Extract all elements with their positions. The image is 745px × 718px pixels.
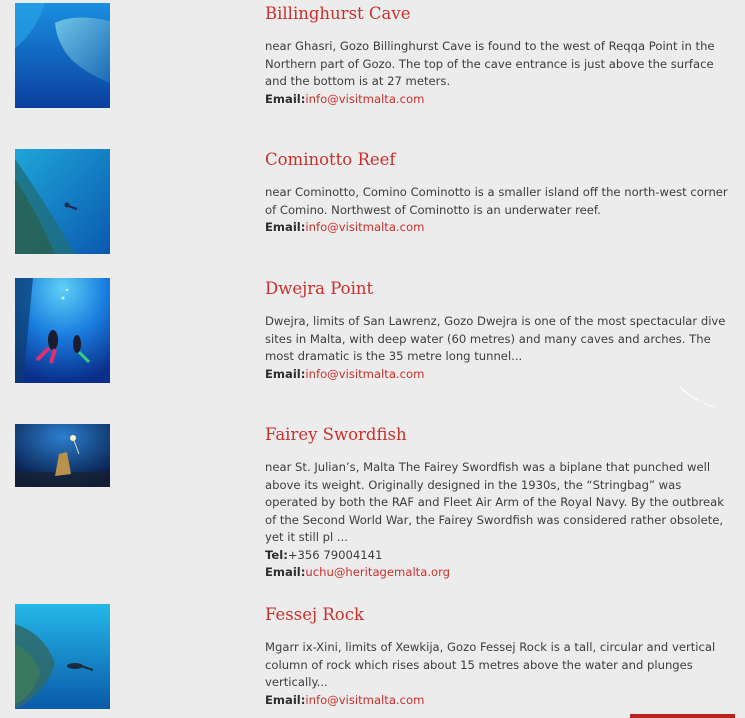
listing-title[interactable]: Cominotto Reef: [265, 150, 396, 169]
listing-title[interactable]: Fessej Rock: [265, 605, 364, 624]
red-button-edge[interactable]: [630, 714, 735, 718]
email-label: Email:: [265, 366, 306, 381]
email-link[interactable]: uchu@heritagemalta.org: [305, 565, 451, 579]
email-label: Email:: [265, 692, 306, 707]
email-label: Email:: [265, 220, 306, 234]
listing-thumbnail-cave[interactable]: [15, 3, 110, 108]
email-row: [265, 219, 737, 237]
decorative-sparkle-icon: [678, 383, 728, 409]
listing-title[interactable]: Fairey Swordfish: [265, 425, 407, 444]
email-row: [265, 564, 737, 582]
email-link[interactable]: info@visitmalta.com: [305, 692, 425, 707]
email-link[interactable]: info@visitmalta.com: [305, 220, 425, 234]
email-row: [265, 366, 737, 384]
listing-title[interactable]: Billinghurst Cave: [265, 4, 411, 23]
tel-value[interactable]: +356 79004141: [287, 547, 383, 562]
tel-label: Tel:: [265, 547, 288, 562]
listing-thumbnail-wreck[interactable]: [15, 424, 110, 487]
listing-description: near St. Julian’s, Malta The Fairey Swordfish was a biplane that punched well above its weight. Originally designed in the 1930s, the “Stringbag” was operated by both the RAF and Fleet Air Arm of the Royal Navy. By the outbreak of the Second World War, the Fairey Swordfish was considered rather obsolete, yet it still pl ...: [265, 460, 724, 544]
listing-thumbnail-divers[interactable]: [15, 278, 110, 383]
listing-thumbnail-rock[interactable]: [15, 604, 110, 709]
email-label: Email:: [265, 91, 306, 106]
listing-description: Mgarr ix-Xini, limits of Xewkija, Gozo Fessej Rock is a tall, circular and vertical column of rock which rises about 15 metres above the water and plunges vertically...: [265, 640, 716, 689]
email-link[interactable]: info@visitmalta.com: [305, 366, 425, 381]
listing-thumbnail-reef[interactable]: [15, 149, 110, 254]
listing-description: near Cominotto, Comino Cominotto is a smaller island off the north-west corner of Comino. Northwest of Cominotto is an underwater reef.: [265, 185, 728, 217]
tel-row: [265, 547, 737, 565]
email-link[interactable]: info@visitmalta.com: [305, 91, 425, 106]
email-label: Email:: [265, 565, 306, 579]
listing-description: near Ghasri, Gozo Billinghurst Cave is found to the west of Reqqa Point in the Northern part of Gozo. The top of the cave entrance is just above the surface and the bottom is at 27 meters.: [265, 39, 715, 88]
listing-title[interactable]: Dwejra Point: [265, 279, 374, 298]
listing-description: Dwejra, limits of San Lawrenz, Gozo Dwejra is one of the most spectacular dive sites in Malta, with deep water (60 metres) and many caves and arches. The most dramatic is the 35 metre long tunnel...: [265, 314, 726, 363]
email-row: [265, 692, 737, 710]
email-row: [265, 91, 737, 109]
